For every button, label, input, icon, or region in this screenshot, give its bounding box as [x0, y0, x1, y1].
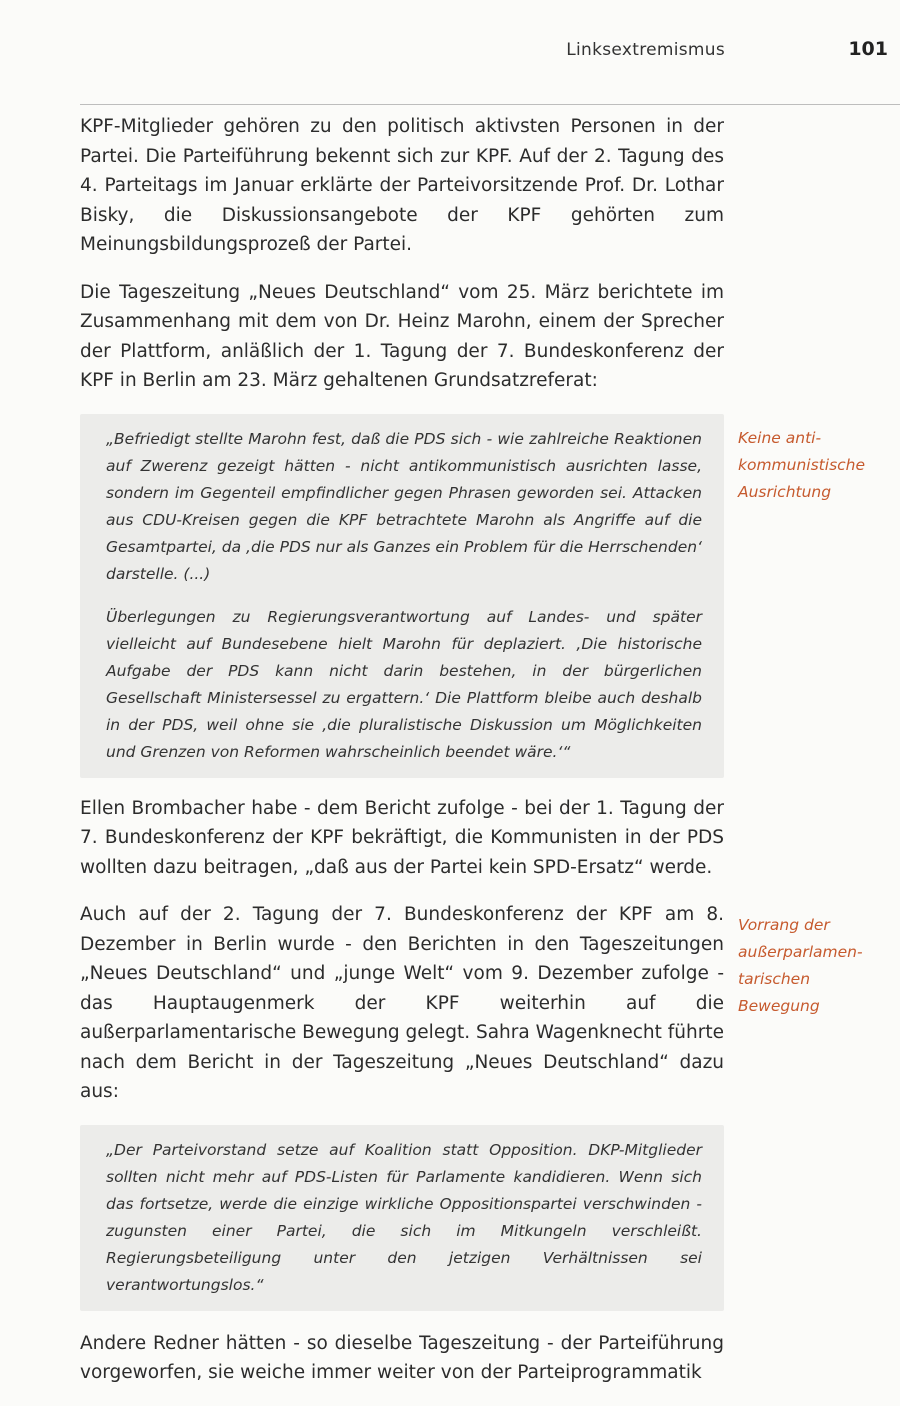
margin-note-line: Ausrichtung — [738, 483, 832, 501]
margin-note-line: außerparlamen- — [738, 943, 863, 961]
page-number: 101 — [848, 38, 888, 60]
header-rule — [80, 104, 900, 105]
margin-note-1 — [738, 425, 888, 506]
margin-note-line: Bewegung — [738, 997, 820, 1015]
quote-paragraph: Überlegungen zu Regierungsverantwortung auf Landes- und später vielleicht auf Bundesebene hielt Marohn für deplaziert. ‚Die historische Aufgabe der PDS kann nicht darin bestehen, in der bürgerlichen Gesellschaft Ministersessel zu ergattern.‘ Die Plattform bleibe auch deshalb in der PDS, weil ohne sie ‚die pluralistische Diskussion um Möglichkeiten und Grenzen von Reformen wahrscheinlich beendet wäre.‘“ — [106, 607, 702, 761]
paragraph-2: Die Tageszeitung „Neues Deutschland“ vom 25. März berichtete im Zusammenhang mit dem von Dr. Heinz Marohn, einem der Sprecher der Plattform, anläßlich der 1. Tagung der 7. Bundeskonferenz der KPF in Berlin am 23. März gehaltenen Grundsatzreferat: — [80, 281, 724, 391]
margin-note-line: kommunistische — [738, 456, 866, 474]
margin-note-line: Vorrang der — [738, 916, 830, 934]
paragraph-4: Auch auf der 2. Tagung der 7. Bundeskonferenz der KPF am 8. Dezember in Berlin wurde - den Berichten in den Tageszeitungen „Neues Deutschland“ und „junge Welt“ vom 9. Dezember zufolge - das Hauptaugenmerk der KPF weiterhin auf die außerparlamentarische Bewegung gelegt. Sahra Wagenknecht führte nach dem Bericht in der Tageszeitung „Neues Deutschland“ dazu aus: — [80, 904, 724, 1102]
margin-note-2 — [738, 912, 888, 1020]
block-quote-1 — [80, 414, 724, 778]
block-quote-2 — [80, 1125, 724, 1311]
quote-paragraph: „Befriedigt stellte Marohn fest, daß die PDS sich - wie zahlreiche Reaktionen auf Zwerenz gezeigt hätten - nicht antikommunistisch ausrichten lasse, sondern im Gegenteil empfindlicher gegen Phrasen geworden sei. Attacken aus CDU-Kreisen gegen die KPF betrachtete Marohn als Angriffe auf die Gesamtpartei, da ‚die PDS nur als Ganzes ein Problem für die Herrschenden‘ darstelle. (...) — [106, 429, 702, 583]
quote-paragraph: „Der Parteivorstand setze auf Koalition statt Opposition. DKP-Mitglieder sollten nicht mehr auf PDS-Listen für Parlamente kandidieren. Wenn sich das fortsetze, werde die einzige wirkliche Oppositionspartei verschwinden - zugunsten einer Partei, die sich im Mitkungeln verschleißt. Regierungsbeteiligung unter den jetzigen Verhältnissen sei verantwortungslos.“ — [106, 1140, 702, 1294]
margin-note-line: tarischen — [738, 970, 811, 988]
margin-note-line: Keine anti- — [738, 429, 822, 447]
paragraph-3: Ellen Brombacher habe - dem Bericht zufolge - bei der 1. Tagung der 7. Bundeskonferenz der KPF bekräftigt, die Kommunisten in der PDS wollten dazu beitragen, „daß aus der Partei kein SPD-Ersatz“ werde. — [80, 797, 724, 878]
main-text-column — [80, 112, 724, 1406]
paragraph-5: Andere Redner hätten - so dieselbe Tageszeitung - der Parteiführung vorgeworfen, sie weiche immer weiter von der Parteiprogrammatik — [80, 1332, 724, 1383]
paragraph-1: KPF-Mitglieder gehören zu den politisch aktivsten Personen in der Partei. Die Parteiführung bekennt sich zur KPF. Auf der 2. Tagung des 4. Parteitags im Januar erklärte der Parteivorsitzende Prof. Dr. Lothar Bisky, die Diskussionsangebote der KPF gehörten zum Meinungsbildungsprozeß der Partei. — [80, 116, 724, 255]
running-header — [0, 34, 900, 74]
running-title: Linksextremismus — [566, 40, 725, 60]
